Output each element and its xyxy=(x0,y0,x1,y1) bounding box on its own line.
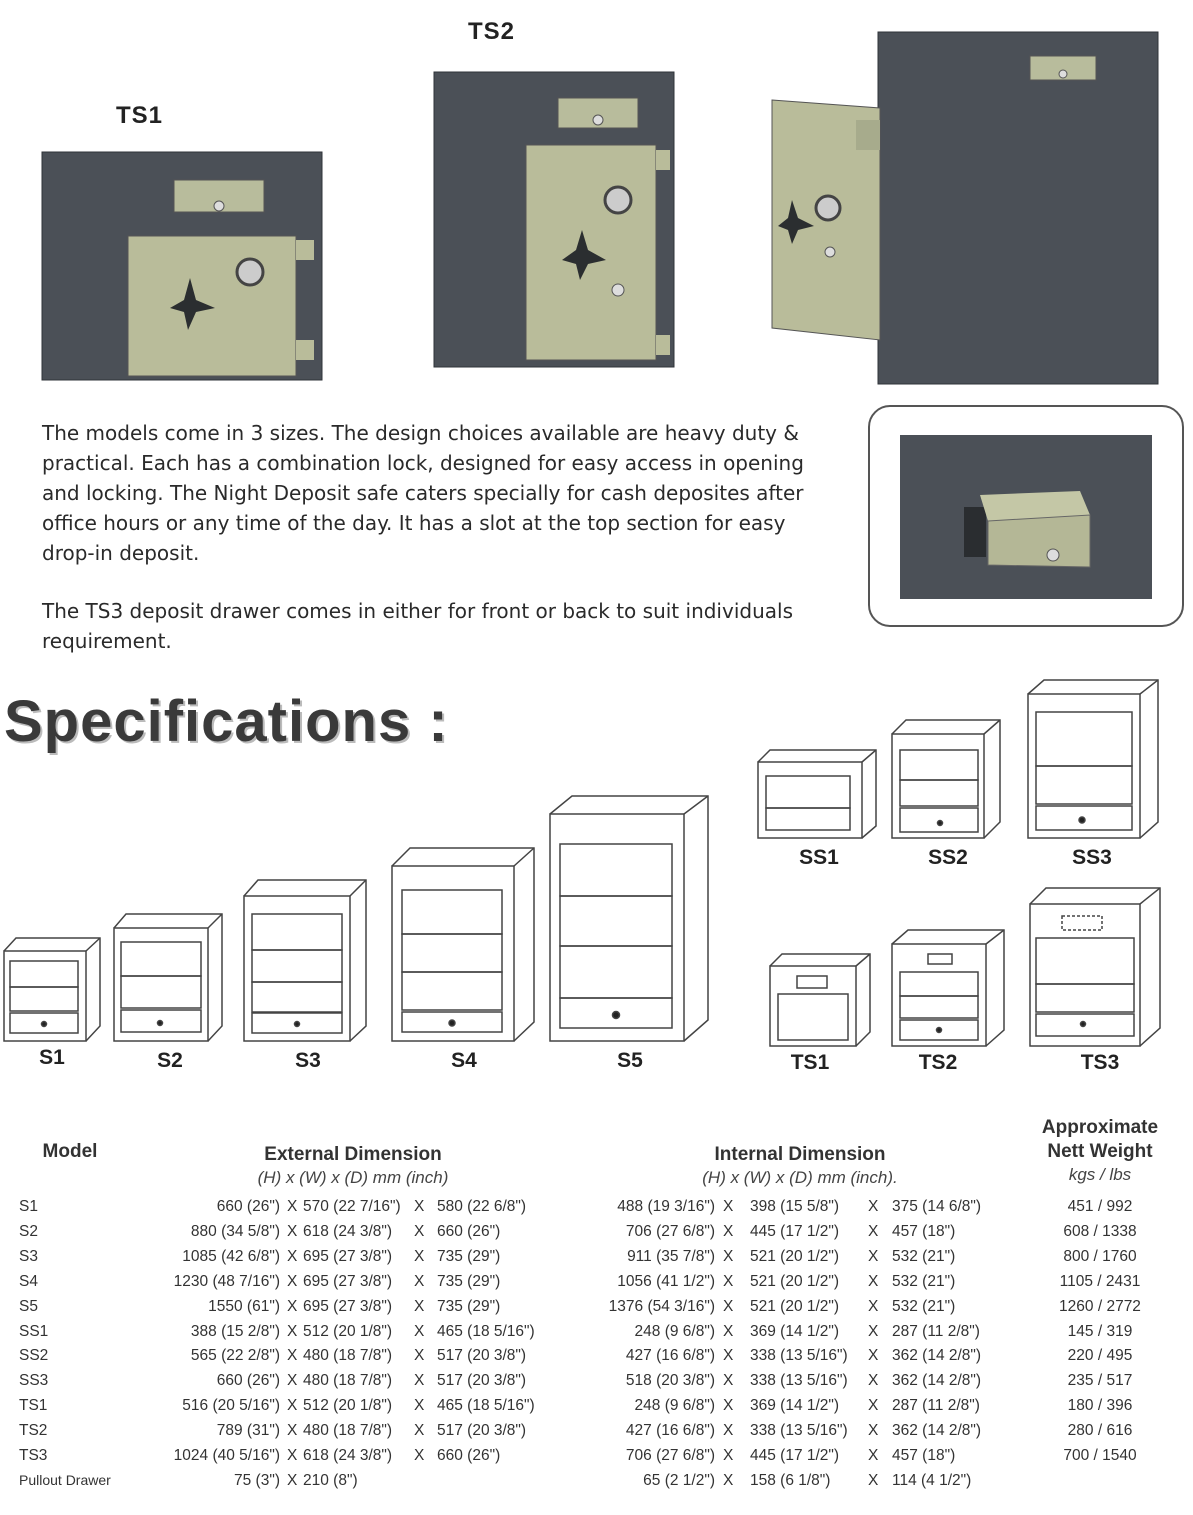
ext-height-cell: 789 (31") xyxy=(216,1422,280,1440)
int-height-cell: 1056 (41 1/2") xyxy=(617,1272,715,1290)
weight-cell: 235 / 517 xyxy=(1067,1372,1133,1390)
cabinet-label-ss2: SS2 xyxy=(928,846,968,869)
cabinet-label-ts2: TS2 xyxy=(918,1051,958,1074)
int-width-cell: 369 (14 1/2") xyxy=(750,1397,840,1415)
x-separator: X xyxy=(287,1372,298,1390)
cabinet-label-s1: S1 xyxy=(39,1046,65,1069)
ext-depth-cell: 517 (20 3/8") xyxy=(437,1422,527,1440)
int-depth-cell: 362 (14 2/8") xyxy=(892,1422,982,1440)
model-cell: S2 xyxy=(19,1222,38,1240)
ext-width-cell: 695 (27 3/8") xyxy=(303,1272,393,1290)
cabinet-label-ts1: TS1 xyxy=(790,1051,830,1074)
x-separator: X xyxy=(287,1297,298,1315)
col-subheader-external: (H) x (W) x (D) mm (inch) xyxy=(257,1168,449,1187)
int-height-cell: 518 (20 3/8") xyxy=(625,1372,715,1390)
x-separator: X xyxy=(414,1222,425,1240)
weight-cell: 145 / 319 xyxy=(1067,1322,1133,1340)
ss2-diagram xyxy=(892,720,1000,838)
ext-depth-cell: 735 (29") xyxy=(437,1247,501,1265)
model-cell: S5 xyxy=(19,1297,38,1315)
weight-cell: 180 / 396 xyxy=(1067,1397,1133,1415)
ext-depth-cell: 735 (29") xyxy=(437,1272,501,1290)
int-width-cell: 521 (20 1/2") xyxy=(750,1247,840,1265)
x-separator: X xyxy=(868,1322,879,1340)
model-cell: TS2 xyxy=(19,1422,48,1440)
x-separator: X xyxy=(287,1422,298,1440)
col-header-external: External Dimension xyxy=(264,1144,442,1165)
int-height-cell: 911 (35 7/8") xyxy=(627,1247,715,1265)
int-width-cell: 338 (13 5/16") xyxy=(750,1372,848,1390)
x-separator: X xyxy=(287,1247,298,1265)
x-separator: X xyxy=(414,1322,425,1340)
ext-width-cell: 480 (18 7/8") xyxy=(303,1422,393,1440)
x-separator: X xyxy=(868,1222,879,1240)
x-separator: X xyxy=(414,1272,425,1290)
cabinet-label-ss1: SS1 xyxy=(799,846,839,869)
int-width-cell: 521 (20 1/2") xyxy=(750,1272,840,1290)
cabinet-label-s4: S4 xyxy=(451,1049,477,1072)
col-subheader-weight: kgs / lbs xyxy=(1068,1165,1132,1184)
model-cell: SS3 xyxy=(19,1372,49,1390)
model-cell: S3 xyxy=(19,1247,38,1265)
x-separator: X xyxy=(414,1372,425,1390)
weight-cell: 700 / 1540 xyxy=(1063,1447,1137,1464)
x-separator: X xyxy=(723,1372,734,1390)
int-width-cell: 445 (17 1/2") xyxy=(750,1447,840,1464)
int-width-cell: 445 (17 1/2") xyxy=(750,1222,840,1240)
int-height-cell: 706 (27 6/8") xyxy=(625,1222,715,1240)
x-separator: X xyxy=(723,1222,734,1240)
cabinet-label-s5: S5 xyxy=(617,1049,643,1072)
x-separator: X xyxy=(868,1422,879,1440)
ext-width-cell: 618 (24 3/8") xyxy=(303,1447,393,1464)
ext-width-cell: 480 (18 7/8") xyxy=(303,1372,393,1390)
x-separator: X xyxy=(723,1247,734,1265)
int-height-cell: 488 (19 3/16") xyxy=(617,1198,715,1215)
ext-height-cell: 565 (22 2/8") xyxy=(190,1347,280,1365)
x-separator: X xyxy=(287,1447,298,1464)
model-cell: Pullout Drawer xyxy=(19,1471,111,1488)
ext-height-cell: 1230 (48 7/16") xyxy=(173,1272,280,1290)
table-row xyxy=(0,1248,1193,1273)
weight-cell: 220 / 495 xyxy=(1067,1347,1133,1365)
int-height-cell: 427 (16 6/8") xyxy=(625,1422,715,1440)
int-width-cell: 158 (6 1/8") xyxy=(750,1471,831,1489)
int-width-cell: 338 (13 5/16") xyxy=(750,1422,848,1440)
ext-depth-cell: 517 (20 3/8") xyxy=(437,1372,527,1390)
x-separator: X xyxy=(868,1372,879,1390)
x-separator: X xyxy=(414,1247,425,1265)
x-separator: X xyxy=(723,1297,734,1315)
x-separator: X xyxy=(287,1198,298,1215)
int-depth-cell: 362 (14 2/8") xyxy=(892,1347,982,1365)
ext-height-cell: 516 (20 5/16") xyxy=(182,1397,280,1415)
table-row xyxy=(0,1397,1193,1422)
ext-width-cell: 210 (8") xyxy=(303,1471,358,1489)
x-separator: X xyxy=(414,1397,425,1415)
ext-depth-cell: 660 (26") xyxy=(437,1222,501,1240)
x-separator: X xyxy=(414,1347,425,1365)
model-cell: TS1 xyxy=(19,1397,48,1415)
col-header-model: Model xyxy=(42,1141,98,1162)
int-depth-cell: 532 (21") xyxy=(892,1297,956,1315)
ext-width-cell: 512 (20 1/8") xyxy=(303,1397,393,1415)
s5-diagram xyxy=(550,796,708,1041)
cabinet-label-s3: S3 xyxy=(295,1049,321,1072)
x-separator: X xyxy=(868,1198,879,1215)
ext-height-cell: 388 (15 2/8") xyxy=(190,1322,280,1340)
x-separator: X xyxy=(287,1272,298,1290)
x-separator: X xyxy=(868,1272,879,1290)
x-separator: X xyxy=(723,1272,734,1290)
x-separator: X xyxy=(723,1422,734,1440)
col-header-internal: Internal Dimension xyxy=(714,1144,886,1165)
int-depth-cell: 114 (4 1/2") xyxy=(892,1471,972,1489)
cabinet-label-ss3: SS3 xyxy=(1072,846,1112,869)
col-subheader-internal: (H) x (W) x (D) mm (inch). xyxy=(702,1168,898,1187)
table-row xyxy=(0,1447,1193,1472)
ts2-diagram xyxy=(892,930,1004,1046)
int-depth-cell: 532 (21") xyxy=(892,1272,956,1290)
pullout-drawer-image xyxy=(900,435,1152,599)
ts1-safe-image xyxy=(40,150,325,382)
int-depth-cell: 362 (14 2/8") xyxy=(892,1372,982,1390)
ext-width-cell: 695 (27 3/8") xyxy=(303,1247,393,1265)
ext-width-cell: 570 (22 7/16") xyxy=(303,1198,401,1215)
int-width-cell: 398 (15 5/8") xyxy=(750,1198,840,1215)
x-separator: X xyxy=(868,1471,879,1489)
ss3-diagram xyxy=(1028,680,1158,838)
ext-width-cell: 618 (24 3/8") xyxy=(303,1222,393,1240)
ts3-diagram xyxy=(1030,888,1160,1046)
model-cell: S4 xyxy=(19,1272,38,1290)
int-height-cell: 706 (27 6/8") xyxy=(625,1447,715,1464)
model-cell: TS3 xyxy=(19,1447,48,1464)
x-separator: X xyxy=(287,1322,298,1340)
x-separator: X xyxy=(287,1347,298,1365)
ts3-safe-image xyxy=(770,30,1160,386)
table-row xyxy=(0,1273,1193,1298)
ext-depth-cell: 660 (26") xyxy=(437,1447,501,1464)
cabinet-label-ts3: TS3 xyxy=(1080,1051,1120,1074)
int-depth-cell: 287 (11 2/8") xyxy=(892,1397,980,1415)
table-row xyxy=(0,1472,1193,1497)
ts1-photo-label: TS1 xyxy=(116,102,164,129)
int-depth-cell: 457 (18") xyxy=(892,1222,956,1240)
int-height-cell: 1376 (54 3/16") xyxy=(608,1297,715,1315)
int-height-cell: 65 (2 1/2") xyxy=(643,1471,715,1489)
x-separator: X xyxy=(723,1397,734,1415)
table-row xyxy=(0,1198,1193,1223)
weight-cell: 800 / 1760 xyxy=(1063,1247,1137,1265)
int-depth-cell: 457 (18") xyxy=(892,1447,956,1464)
s4-diagram xyxy=(392,848,534,1041)
model-cell: SS1 xyxy=(19,1322,49,1340)
intro-drawer-paragraph: The TS3 deposit drawer comes in either for front or back to suit individuals requirement. xyxy=(42,599,793,653)
table-row xyxy=(0,1347,1193,1372)
int-height-cell: 248 (9 6/8") xyxy=(634,1397,715,1415)
int-height-cell: 248 (9 6/8") xyxy=(634,1322,715,1340)
ext-height-cell: 1024 (40 5/16") xyxy=(173,1447,280,1464)
int-depth-cell: 375 (14 6/8") xyxy=(892,1198,982,1215)
col-header-weight-2: Nett Weight xyxy=(1047,1141,1153,1162)
int-depth-cell: 532 (21") xyxy=(892,1247,956,1265)
int-depth-cell: 287 (11 2/8") xyxy=(892,1322,980,1340)
table-row xyxy=(0,1223,1193,1248)
ext-height-cell: 660 (26") xyxy=(216,1198,280,1215)
int-width-cell: 338 (13 5/16") xyxy=(750,1347,848,1365)
ext-depth-cell: 465 (18 5/16") xyxy=(437,1322,535,1340)
col-header-weight-1: Approximate xyxy=(1041,1117,1159,1138)
x-separator: X xyxy=(868,1347,879,1365)
ss1-diagram xyxy=(758,750,876,838)
s3-diagram xyxy=(244,880,366,1041)
s2-diagram xyxy=(114,914,222,1041)
ts2-photo-label: TS2 xyxy=(468,18,516,45)
weight-cell: 1260 / 2772 xyxy=(1059,1297,1141,1315)
x-separator: X xyxy=(287,1397,298,1415)
table-row xyxy=(0,1298,1193,1323)
x-separator: X xyxy=(723,1447,734,1464)
x-separator: X xyxy=(868,1247,879,1265)
int-width-cell: 369 (14 1/2") xyxy=(750,1322,840,1340)
ext-depth-cell: 735 (29") xyxy=(437,1297,501,1315)
ext-height-cell: 1550 (61") xyxy=(208,1297,280,1315)
drawer-photo-frame xyxy=(868,405,1184,627)
int-height-cell: 427 (16 6/8") xyxy=(625,1347,715,1365)
specifications-heading: Specifications : xyxy=(4,689,449,754)
weight-cell: 1105 / 2431 xyxy=(1059,1272,1141,1290)
ext-depth-cell: 580 (22 6/8") xyxy=(437,1198,527,1215)
x-separator: X xyxy=(414,1447,425,1464)
ext-width-cell: 512 (20 1/8") xyxy=(303,1322,393,1340)
x-separator: X xyxy=(868,1397,879,1415)
model-cell: SS2 xyxy=(19,1347,49,1365)
x-separator: X xyxy=(414,1198,425,1215)
weight-cell: 608 / 1338 xyxy=(1063,1222,1137,1240)
x-separator: X xyxy=(868,1297,879,1315)
ext-depth-cell: 465 (18 5/16") xyxy=(437,1397,535,1415)
cabinet-label-s2: S2 xyxy=(157,1049,183,1072)
ext-height-cell: 880 (34 5/8") xyxy=(190,1222,280,1240)
ts1-diagram xyxy=(770,954,870,1046)
x-separator: X xyxy=(414,1297,425,1315)
ext-depth-cell: 517 (20 3/8") xyxy=(437,1347,527,1365)
weight-cell: 451 / 992 xyxy=(1067,1198,1133,1215)
ext-height-cell: 1085 (42 6/8") xyxy=(182,1247,280,1265)
intro-paragraph: The models come in 3 sizes. The design choices available are heavy duty & practical. Each has a combination lock, designed for easy access in opening and locking. The Night Deposit safe caters specially for cash deposites after office hours or any time of the day. It has a slot at the top section for easy drop-in deposit. xyxy=(42,421,804,565)
x-separator: X xyxy=(868,1447,879,1464)
ext-height-cell: 75 (3") xyxy=(234,1471,280,1489)
table-row xyxy=(0,1422,1193,1447)
x-separator: X xyxy=(723,1322,734,1340)
model-cell: S1 xyxy=(19,1198,38,1215)
x-separator: X xyxy=(723,1347,734,1365)
x-separator: X xyxy=(414,1422,425,1440)
x-separator: X xyxy=(723,1471,734,1489)
weight-cell: 280 / 616 xyxy=(1067,1422,1133,1440)
s1-diagram xyxy=(4,938,100,1041)
ext-height-cell: 660 (26") xyxy=(216,1372,280,1390)
int-width-cell: 521 (20 1/2") xyxy=(750,1297,840,1315)
ext-width-cell: 480 (18 7/8") xyxy=(303,1347,393,1365)
cabinet-diagrams xyxy=(0,676,1193,1056)
x-separator: X xyxy=(723,1198,734,1215)
x-separator: X xyxy=(287,1222,298,1240)
table-row xyxy=(0,1372,1193,1397)
x-separator: X xyxy=(287,1471,298,1489)
ts2-safe-image xyxy=(432,70,677,370)
table-row xyxy=(0,1323,1193,1348)
ext-width-cell: 695 (27 3/8") xyxy=(303,1297,393,1315)
